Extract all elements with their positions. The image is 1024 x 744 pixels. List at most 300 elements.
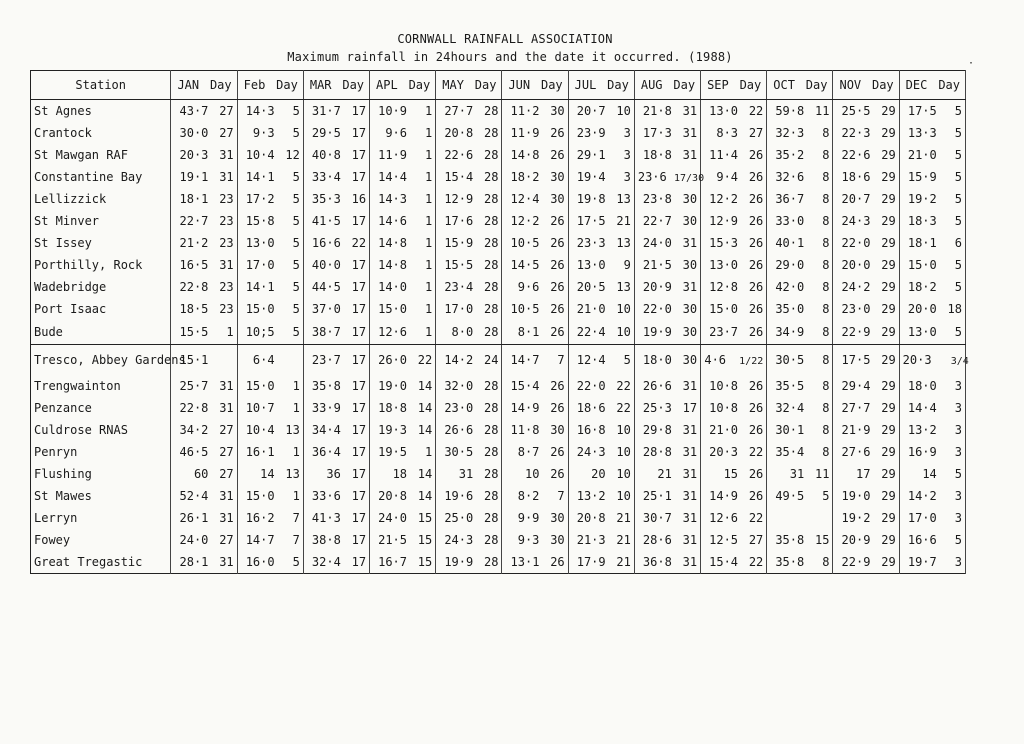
- rainfall-value: 29·8: [642, 423, 672, 437]
- rainfall-value: 9·9: [517, 511, 540, 525]
- table-row: [31, 441, 966, 463]
- rainfall-day: 17: [351, 302, 367, 316]
- rainfall-cell: [767, 232, 833, 254]
- rainfall-cell: [767, 441, 833, 463]
- rainfall-value: 20·9: [642, 280, 672, 294]
- rainfall-day: 8: [822, 379, 830, 393]
- station-name: Trengwainton: [31, 375, 171, 397]
- rainfall-value: 38·8: [311, 533, 341, 547]
- rainfall-cell: [303, 419, 369, 441]
- rainfall-cell: [502, 529, 568, 551]
- rainfall-day: 7: [292, 533, 300, 547]
- rainfall-day: 28: [484, 192, 499, 206]
- rainfall-cell: [370, 529, 436, 551]
- rainfall-value: 24·3: [576, 445, 606, 459]
- rainfall-value: 15·9: [907, 170, 937, 184]
- rainfall-day: 5: [954, 325, 962, 339]
- rainfall-value: 23·4: [444, 280, 474, 294]
- rainfall-value: 32·0: [444, 379, 474, 393]
- rainfall-cell: [370, 397, 436, 419]
- rainfall-cell: [701, 320, 767, 345]
- rainfall-day: 28: [484, 467, 499, 481]
- rainfall-day: 26: [748, 214, 764, 228]
- rainfall-cell: [303, 397, 369, 419]
- rainfall-value: 18·3: [907, 214, 937, 228]
- month-label: AUG: [640, 78, 663, 92]
- rainfall-day: 27: [219, 126, 234, 140]
- rainfall-value: 12·9: [709, 214, 739, 228]
- rainfall-value: 28·8: [642, 445, 672, 459]
- rainfall-value: 14·7: [510, 353, 540, 367]
- rainfall-day: 17: [351, 379, 367, 393]
- rainfall-day: 26: [748, 401, 764, 415]
- rainfall-value: 30·7: [642, 511, 672, 525]
- rainfall-day: 3: [954, 511, 962, 525]
- rainfall-day: 17: [351, 445, 367, 459]
- rainfall-cell: [502, 254, 568, 276]
- rainfall-cell: [634, 232, 700, 254]
- rainfall-day: 28: [484, 423, 499, 437]
- rainfall-day: 29: [881, 533, 896, 547]
- rainfall-day: 26: [550, 280, 565, 294]
- rainfall-value: 15·9: [444, 236, 474, 250]
- rainfall-value: 21·9: [841, 423, 871, 437]
- rainfall-value: 15·0: [245, 302, 275, 316]
- day-label: Day: [938, 78, 960, 92]
- rainfall-cell: [899, 441, 965, 463]
- rainfall-day: 31: [682, 104, 698, 118]
- rainfall-day: 30: [682, 302, 698, 316]
- station-name: St Mawgan RAF: [31, 144, 171, 166]
- rainfall-value: 31·7: [311, 104, 341, 118]
- rainfall-day: 3: [623, 126, 631, 140]
- rainfall-day: 29: [881, 353, 896, 367]
- rainfall-value: 28·6: [642, 533, 672, 547]
- rainfall-day: 26: [748, 379, 764, 393]
- rainfall-cell: [436, 551, 502, 574]
- rainfall-day: 17: [351, 126, 367, 140]
- rainfall-day: 15: [417, 533, 433, 547]
- rainfall-day: 30: [682, 353, 698, 367]
- day-label: Day: [209, 78, 232, 92]
- station-name: Great Tregastic: [31, 551, 171, 574]
- rainfall-value: 29·1: [576, 148, 606, 162]
- rainfall-value: 15·5: [179, 325, 209, 339]
- rainfall-value: 4·6: [704, 353, 727, 367]
- rainfall-day: 1: [226, 325, 234, 339]
- rainfall-cell: [436, 463, 502, 485]
- rainfall-cell: [767, 345, 833, 376]
- rainfall-cell: [568, 463, 634, 485]
- rainfall-day: 31: [219, 258, 234, 272]
- rainfall-day: 5: [292, 302, 300, 316]
- rainfall-value: 16·0: [245, 555, 275, 569]
- rainfall-cell: [370, 232, 436, 254]
- rainfall-day: 23: [219, 302, 234, 316]
- rainfall-value: 36·4: [311, 445, 341, 459]
- rainfall-cell: [767, 100, 833, 123]
- rainfall-day: 26: [550, 258, 565, 272]
- rainfall-cell: [502, 419, 568, 441]
- rainfall-cell: [634, 188, 700, 210]
- month-label: APL: [376, 78, 398, 92]
- rainfall-day: 1: [425, 302, 433, 316]
- table-row: [31, 166, 966, 188]
- rainfall-value: 20·7: [841, 192, 871, 206]
- rainfall-value: 19·8: [576, 192, 606, 206]
- rainfall-day: 8: [822, 214, 830, 228]
- rainfall-day: 5: [954, 104, 962, 118]
- day-label: Day: [673, 78, 696, 92]
- rainfall-cell: [568, 441, 634, 463]
- rainfall-day: 31: [219, 555, 234, 569]
- rainfall-value: 22·3: [841, 126, 871, 140]
- rainfall-value: 17·2: [245, 192, 275, 206]
- rainfall-cell: [303, 463, 369, 485]
- rainfall-cell: [171, 529, 237, 551]
- day-label: Day: [342, 78, 365, 92]
- day-label: Day: [540, 78, 563, 92]
- rainfall-cell: [899, 210, 965, 232]
- rainfall-value: 20·3: [709, 445, 739, 459]
- rainfall-value: 38·7: [311, 325, 341, 339]
- rainfall-value: 18·8: [378, 401, 408, 415]
- rainfall-cell: [568, 188, 634, 210]
- rainfall-value: 16·1: [245, 445, 275, 459]
- rainfall-cell: [899, 529, 965, 551]
- rainfall-value: 20·7: [576, 104, 606, 118]
- rainfall-cell: [171, 375, 237, 397]
- rainfall-cell: [436, 419, 502, 441]
- rainfall-day: 1: [425, 445, 433, 459]
- rainfall-cell: [833, 507, 899, 529]
- rainfall-day: 1: [425, 280, 433, 294]
- rainfall-value: 17·0: [245, 258, 275, 272]
- rainfall-cell: [634, 320, 700, 345]
- rainfall-cell: [634, 419, 700, 441]
- rainfall-cell: [237, 122, 303, 144]
- rainfall-cell: [237, 276, 303, 298]
- rainfall-day: 26: [550, 126, 565, 140]
- rainfall-value: 14·8: [510, 148, 540, 162]
- rainfall-day: 22: [748, 445, 764, 459]
- rainfall-value: 18: [392, 467, 408, 481]
- rainfall-value: 13·2: [576, 489, 606, 503]
- rainfall-day: 3: [623, 170, 631, 184]
- rainfall-value: 19·3: [378, 423, 408, 437]
- rainfall-value: 20·9: [841, 533, 871, 547]
- rainfall-day: 29: [881, 511, 896, 525]
- rainfall-day: 10: [616, 489, 631, 503]
- rainfall-day: 5: [292, 258, 300, 272]
- rainfall-day: 31: [682, 379, 698, 393]
- rainfall-day: 29: [881, 302, 896, 316]
- rainfall-cell: [899, 166, 965, 188]
- rainfall-day: 26: [550, 445, 565, 459]
- rainfall-cell: [634, 345, 700, 376]
- rainfall-cell: [833, 551, 899, 574]
- rainfall-cell: [634, 507, 700, 529]
- table-row: [31, 485, 966, 507]
- rainfall-day: 1: [425, 170, 433, 184]
- rainfall-day: 8: [822, 353, 830, 367]
- rainfall-cell: [833, 320, 899, 345]
- rainfall-value: 33·0: [775, 214, 805, 228]
- rainfall-day: 31: [219, 379, 234, 393]
- rainfall-cell: [899, 507, 965, 529]
- rainfall-cell: [568, 100, 634, 123]
- day-label: Day: [474, 78, 497, 92]
- rainfall-cell: [303, 144, 369, 166]
- rainfall-value: 25·3: [642, 401, 672, 415]
- rainfall-day: 8: [822, 170, 830, 184]
- rainfall-cell: [767, 397, 833, 419]
- rainfall-value: 12·2: [709, 192, 739, 206]
- rainfall-value: 28·1: [179, 555, 209, 569]
- rainfall-cell: [502, 320, 568, 345]
- rainfall-cell: [436, 507, 502, 529]
- rainfall-day: 26: [748, 423, 764, 437]
- rainfall-value: 9·6: [517, 280, 540, 294]
- rainfall-day: 1: [292, 401, 300, 415]
- rainfall-value: 11·9: [378, 148, 408, 162]
- rainfall-cell: [634, 397, 700, 419]
- rainfall-value: 15·0: [245, 379, 275, 393]
- rainfall-cell: [502, 144, 568, 166]
- rainfall-cell: [171, 144, 237, 166]
- rainfall-day: 30: [682, 214, 698, 228]
- rainfall-cell: [701, 210, 767, 232]
- rainfall-cell: [833, 463, 899, 485]
- station-name: Lerryn: [31, 507, 171, 529]
- table-row: [31, 232, 966, 254]
- rainfall-cell: [767, 166, 833, 188]
- rainfall-day: 26: [550, 401, 565, 415]
- table-row: [31, 375, 966, 397]
- rainfall-day: 31: [219, 148, 234, 162]
- rainfall-day: 5: [292, 104, 300, 118]
- rainfall-cell: [370, 298, 436, 320]
- rainfall-cell: [237, 463, 303, 485]
- rainfall-value: 19·7: [907, 555, 937, 569]
- rainfall-day: 29: [881, 325, 896, 339]
- rainfall-day: 3: [954, 423, 962, 437]
- rainfall-value: 32·6: [775, 170, 805, 184]
- rainfall-value: 36: [326, 467, 341, 481]
- rainfall-day: 22: [417, 353, 433, 367]
- rainfall-day: 29: [881, 170, 896, 184]
- rainfall-value: 20·0: [841, 258, 871, 272]
- rainfall-cell: [237, 375, 303, 397]
- rainfall-value: 22·9: [841, 555, 871, 569]
- rainfall-cell: [701, 485, 767, 507]
- station-name: Fowey: [31, 529, 171, 551]
- rainfall-day: 27: [748, 126, 764, 140]
- rainfall-day: 22: [616, 379, 631, 393]
- rainfall-cell: [370, 419, 436, 441]
- rainfall-value: 14·5: [510, 258, 540, 272]
- rainfall-value: 11·2: [510, 104, 540, 118]
- station-name: Penryn: [31, 441, 171, 463]
- rainfall-value: 40·0: [311, 258, 341, 272]
- rainfall-cell: [237, 298, 303, 320]
- rainfall-day: 28: [484, 401, 499, 415]
- rainfall-value: 36·8: [642, 555, 672, 569]
- rainfall-value: 10·7: [245, 401, 275, 415]
- rainfall-day: 31: [682, 511, 698, 525]
- rainfall-day: 26: [748, 325, 764, 339]
- rainfall-day: 10: [616, 467, 631, 481]
- rainfall-value: 25·0: [444, 511, 474, 525]
- rainfall-day: 17: [351, 511, 367, 525]
- rainfall-day: 30: [550, 511, 565, 525]
- rainfall-value: 9·3: [252, 126, 275, 140]
- rainfall-day: 8: [822, 148, 830, 162]
- rainfall-day: 9: [623, 258, 631, 272]
- month-header-jul: [568, 71, 634, 100]
- rainfall-value: 34·9: [775, 325, 805, 339]
- rainfall-day: 5: [954, 280, 962, 294]
- rainfall-value: 14·3: [378, 192, 408, 206]
- rainfall-value: 20·3: [902, 353, 932, 367]
- header-row: [31, 71, 966, 100]
- month-header-dec: [899, 71, 965, 100]
- rainfall-value: 20·8: [576, 511, 606, 525]
- rainfall-value: 14·2: [907, 489, 937, 503]
- rainfall-value: 18·2: [907, 280, 937, 294]
- rainfall-cell: [634, 100, 700, 123]
- rainfall-value: 11·9: [510, 126, 540, 140]
- rainfall-day: 10: [616, 302, 631, 316]
- rainfall-cell: [568, 276, 634, 298]
- rainfall-day: 29: [881, 401, 896, 415]
- rainfall-day: 17: [351, 353, 367, 367]
- rainfall-cell: [370, 507, 436, 529]
- rainfall-cell: [767, 485, 833, 507]
- rainfall-value: 17·0: [907, 511, 937, 525]
- rainfall-day: 27: [219, 423, 234, 437]
- rainfall-cell: [502, 375, 568, 397]
- rainfall-cell: [436, 320, 502, 345]
- rainfall-cell: [899, 463, 965, 485]
- rainfall-day: 30: [550, 170, 565, 184]
- rainfall-cell: [237, 166, 303, 188]
- rainfall-cell: [701, 375, 767, 397]
- rainfall-value: 35·8: [775, 533, 805, 547]
- rainfall-day: 28: [484, 236, 499, 250]
- rainfall-day: 31: [682, 423, 698, 437]
- rainfall-cell: [237, 507, 303, 529]
- rainfall-value: 10·8: [709, 401, 739, 415]
- rainfall-cell: [502, 298, 568, 320]
- rainfall-day: 22: [748, 555, 764, 569]
- rainfall-day: 1: [292, 445, 300, 459]
- rainfall-day: 17: [351, 214, 367, 228]
- month-header-feb: [237, 71, 303, 100]
- rainfall-value: 12·6: [709, 511, 739, 525]
- rainfall-day: 17: [351, 533, 367, 547]
- rainfall-cell: [436, 144, 502, 166]
- rainfall-table: [30, 70, 969, 574]
- rainfall-value: 15·8: [245, 214, 275, 228]
- month-header-aug: [634, 71, 700, 100]
- rainfall-cell: [634, 276, 700, 298]
- rainfall-value: 14·7: [245, 533, 275, 547]
- rainfall-value: 19·4: [576, 170, 606, 184]
- rainfall-value: 20·8: [378, 489, 408, 503]
- rainfall-day: 7: [292, 511, 300, 525]
- rainfall-value: 9·6: [385, 126, 408, 140]
- rainfall-day: 10: [616, 325, 631, 339]
- rainfall-day: 5: [292, 236, 300, 250]
- rainfall-cell: [701, 441, 767, 463]
- rainfall-cell: [701, 100, 767, 123]
- rainfall-value: 23·7: [311, 353, 341, 367]
- rainfall-cell: [833, 419, 899, 441]
- month-label: OCT: [773, 78, 795, 92]
- rainfall-day: 26: [748, 489, 764, 503]
- rainfall-value: 35·8: [775, 555, 805, 569]
- rainfall-value: 21·5: [378, 533, 408, 547]
- rainfall-value: 14·8: [378, 236, 408, 250]
- rainfall-cell: [370, 188, 436, 210]
- rainfall-day: 29: [881, 126, 896, 140]
- rainfall-cell: [237, 345, 303, 376]
- rainfall-cell: [767, 419, 833, 441]
- rainfall-value: 8·2: [517, 489, 540, 503]
- rainfall-value: 23·0: [444, 401, 474, 415]
- rainfall-day: 1: [425, 126, 433, 140]
- rainfall-cell: [436, 166, 502, 188]
- rainfall-cell: [171, 298, 237, 320]
- rainfall-value: 10·5: [510, 236, 540, 250]
- month-header-oct: [767, 71, 833, 100]
- rainfall-value: 14: [260, 467, 275, 481]
- rainfall-cell: [303, 210, 369, 232]
- rainfall-value: 12·5: [709, 533, 739, 547]
- rainfall-value: 21·5: [642, 258, 672, 272]
- rainfall-value: 22·0: [576, 379, 606, 393]
- rainfall-value: 30·1: [775, 423, 805, 437]
- rainfall-value: 33·9: [311, 401, 341, 415]
- rainfall-value: 16·8: [576, 423, 606, 437]
- rainfall-cell: [370, 485, 436, 507]
- rainfall-value: 15·4: [444, 170, 474, 184]
- rainfall-cell: [899, 122, 965, 144]
- rainfall-cell: [833, 100, 899, 123]
- station-name: Tresco, Abbey Gardens: [31, 345, 171, 376]
- rainfall-cell: [370, 276, 436, 298]
- station-name: Flushing: [31, 463, 171, 485]
- rainfall-cell: [370, 441, 436, 463]
- rainfall-cell: [701, 419, 767, 441]
- rainfall-day: 8: [822, 236, 830, 250]
- table-header: [31, 71, 966, 100]
- rainfall-cell: [899, 320, 965, 345]
- rainfall-value: 18·2: [510, 170, 540, 184]
- rainfall-value: 18·0: [907, 379, 937, 393]
- rainfall-value: 13·1: [510, 555, 540, 569]
- rainfall-day: 30: [550, 192, 565, 206]
- rainfall-cell: [502, 166, 568, 188]
- table-row: [31, 100, 966, 123]
- rainfall-value: 27·6: [841, 445, 871, 459]
- rainfall-day: 3: [623, 148, 631, 162]
- rainfall-value: 23·9: [576, 126, 606, 140]
- rainfall-cell: [767, 122, 833, 144]
- rainfall-day: 5: [954, 192, 962, 206]
- rainfall-value: 12·9: [444, 192, 474, 206]
